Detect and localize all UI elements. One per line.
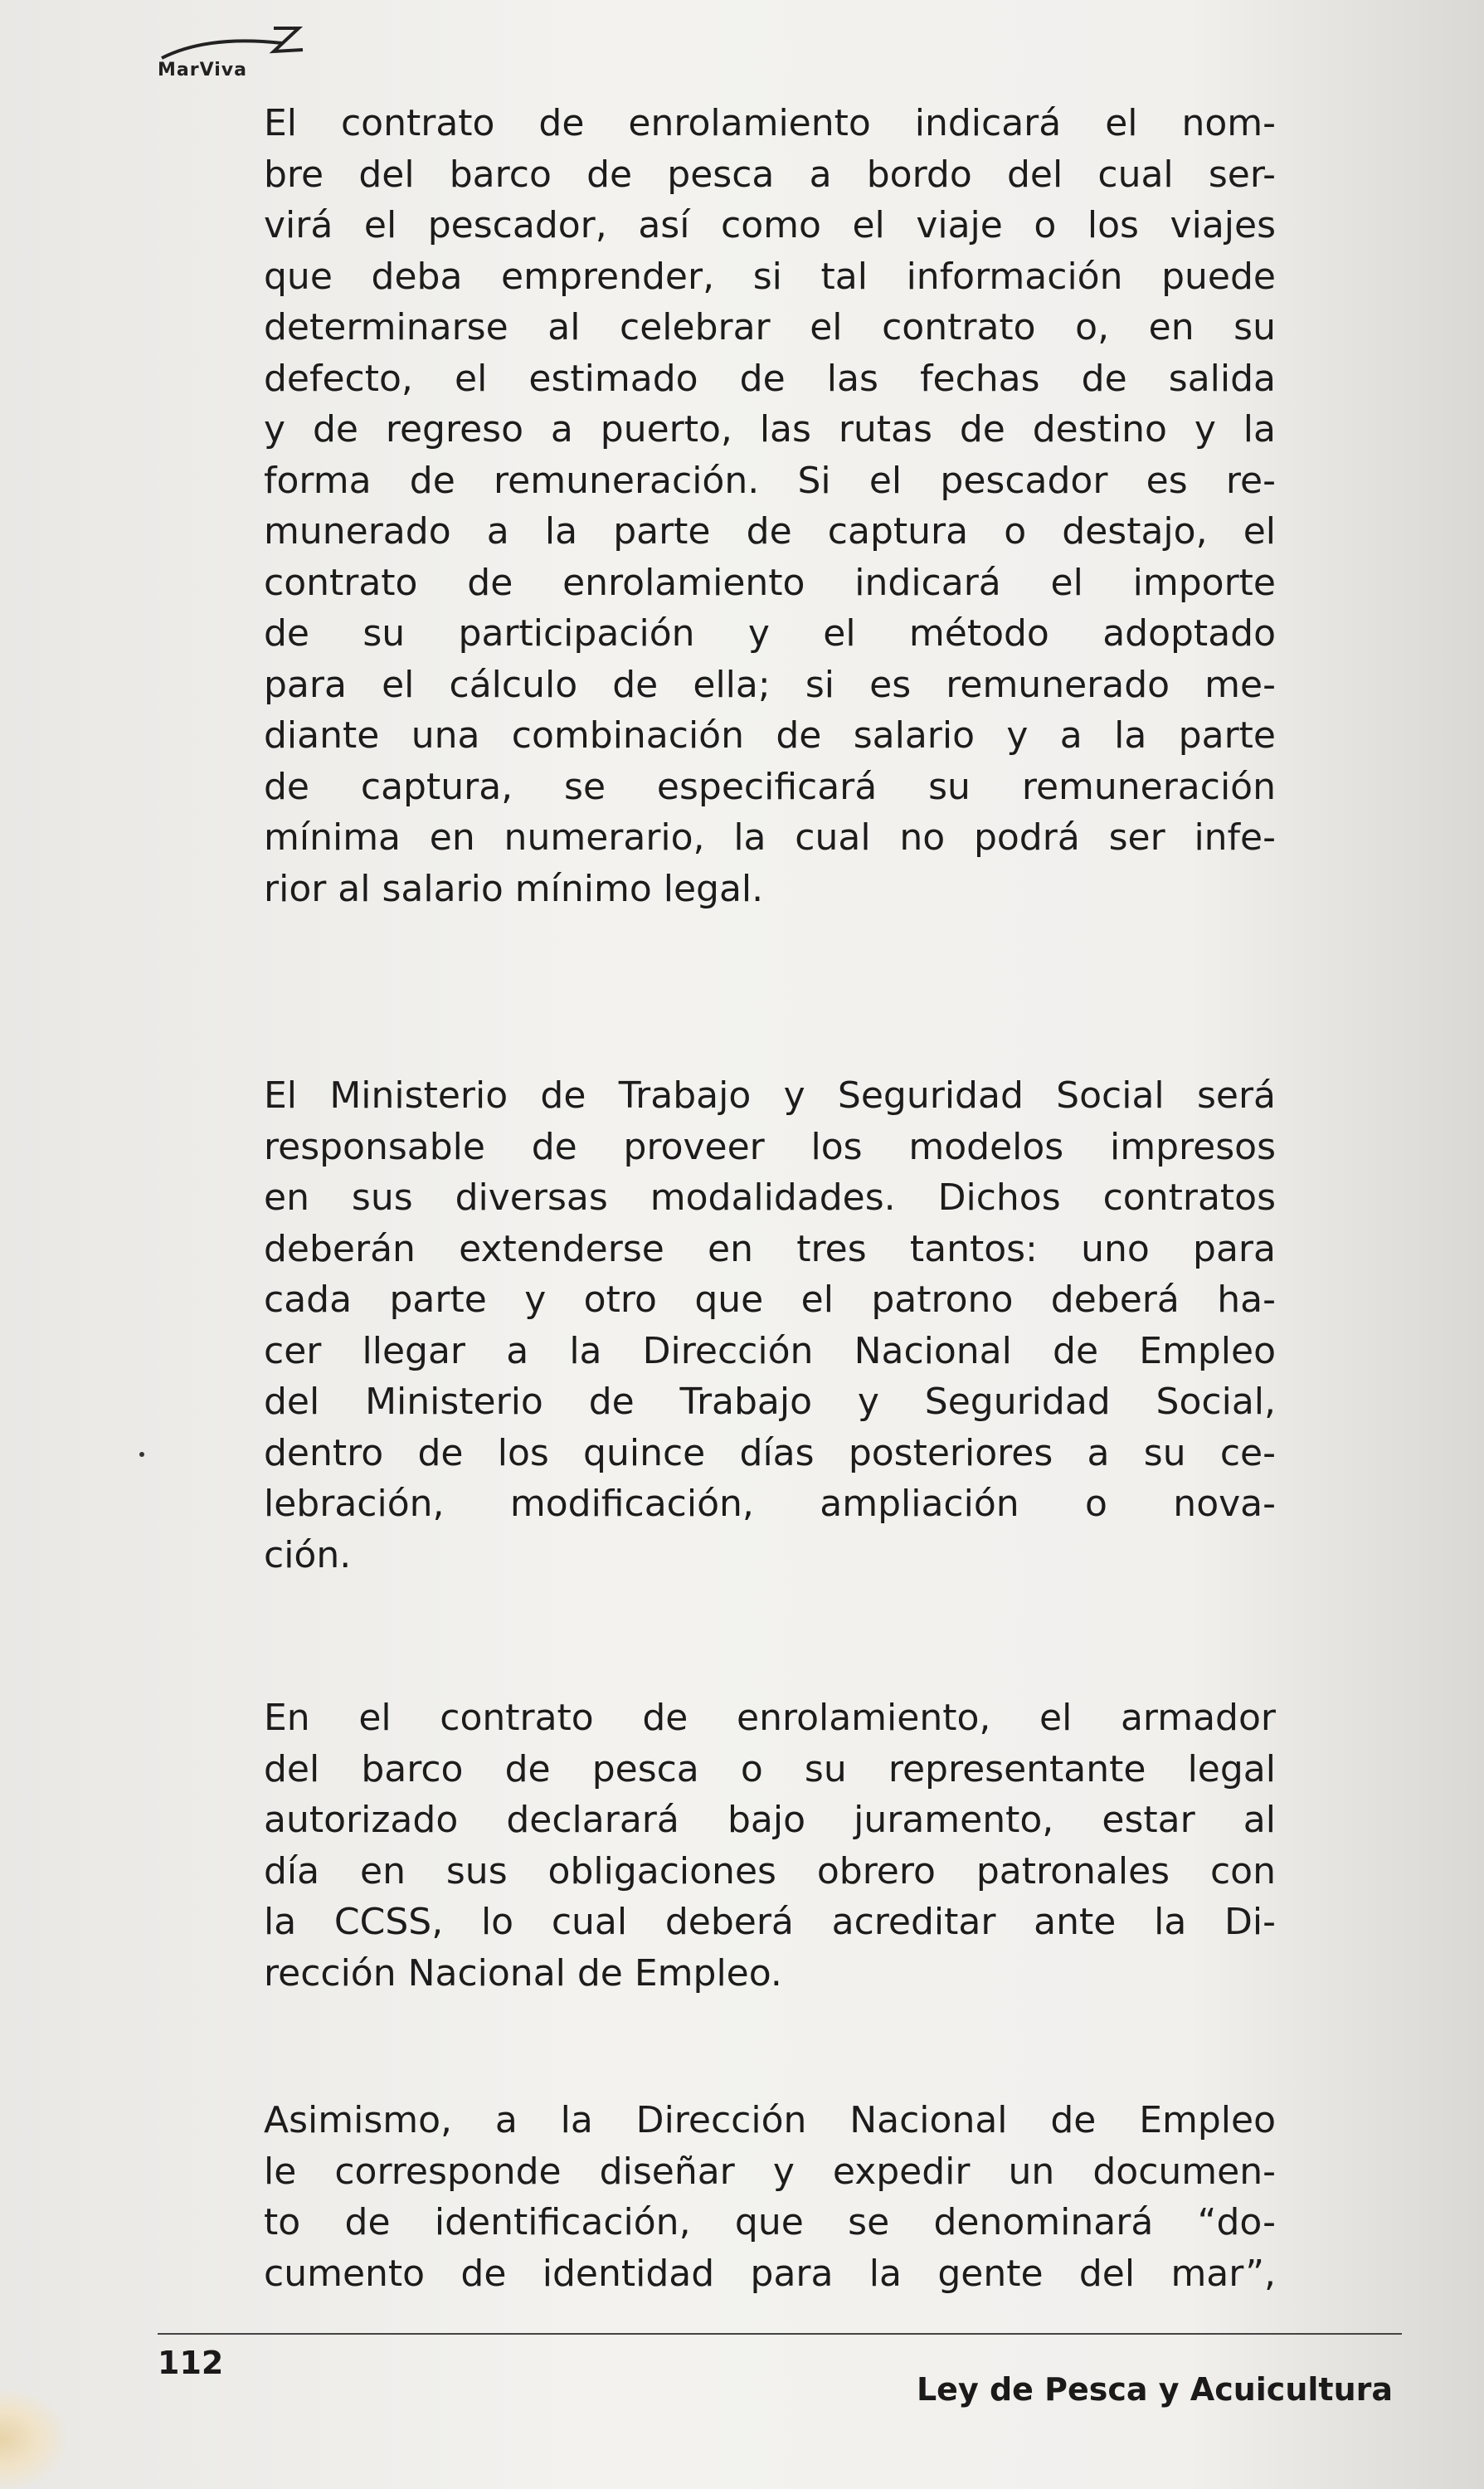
page-corner-stain <box>0 2389 66 2489</box>
page-number: 112 <box>158 2345 224 2381</box>
text-line: rección Nacional de Empleo. <box>264 1951 782 1995</box>
text-line: de captura, se especificará su remuneración <box>264 765 1276 808</box>
stray-mark <box>139 1452 144 1457</box>
text-line: contrato de enrolamiento indicará el importe <box>264 561 1276 604</box>
logo-text: MarViva <box>158 60 247 80</box>
text-line: El Ministerio de Trabajo y Seguridad Social será <box>264 1074 1276 1117</box>
text-line: del barco de pesca o su representante legal <box>264 1747 1276 1790</box>
paragraph-3 <box>264 1693 1276 1999</box>
text-line: responsable de proveer los modelos impresos <box>264 1125 1276 1168</box>
marviva-logo <box>158 18 324 85</box>
text-line: ción. <box>264 1533 352 1576</box>
text-line: y de regreso a puerto, las rutas de destino y la <box>264 408 1276 451</box>
text-line: munerado a la parte de captura o destajo, el <box>264 510 1276 553</box>
text-line: virá el pescador, así como el viaje o los viajes <box>264 204 1276 246</box>
text-line: dentro de los quince días posteriores a su ce- <box>264 1431 1276 1474</box>
text-line: para el cálculo de ella; si es remunerado me- <box>264 663 1276 706</box>
text-line: forma de remuneración. Si el pescador es re- <box>264 459 1276 502</box>
text-line: determinarse al celebrar el contrato o, en su <box>264 306 1276 348</box>
paragraph-1 <box>264 98 1276 914</box>
text-line: Asimismo, a la Dirección Nacional de Empleo <box>264 2099 1276 2141</box>
text-line: to de identificación, que se denominará “do- <box>264 2201 1276 2243</box>
text-line: defecto, el estimado de las fechas de salida <box>264 357 1276 400</box>
text-line: cumento de identidad para la gente del mar”, <box>264 2252 1276 2295</box>
text-line: cada parte y otro que el patrono deberá ha- <box>264 1279 1276 1321</box>
text-line: deberán extenderse en tres tantos: uno para <box>264 1227 1276 1270</box>
paragraph-4 <box>264 2095 1276 2299</box>
text-line: El contrato de enrolamiento indicará el nom- <box>264 102 1276 144</box>
text-line: del Ministerio de Trabajo y Seguridad Social, <box>264 1381 1276 1423</box>
text-line: le corresponde diseñar y expedir un documen- <box>264 2150 1276 2193</box>
text-line: día en sus obligaciones obrero patronales con <box>264 1849 1276 1892</box>
text-line: lebración, modificación, ampliación o nova- <box>264 1483 1276 1525</box>
text-line: en sus diversas modalidades. Dichos contratos <box>264 1176 1276 1219</box>
text-line: autorizado declarará bajo juramento, estar al <box>264 1799 1276 1841</box>
footer-divider <box>158 2333 1402 2335</box>
text-line: cer llegar a la Dirección Nacional de Empleo <box>264 1329 1276 1372</box>
paragraph-2 <box>264 1070 1276 1581</box>
text-line: rior al salario mínimo legal. <box>264 867 764 910</box>
text-line: la CCSS, lo cual deberá acreditar ante la Di- <box>264 1901 1276 1943</box>
text-line: mínima en numerario, la cual no podrá ser infe- <box>264 816 1276 859</box>
text-line: que deba emprender, si tal información puede <box>264 255 1276 298</box>
text-line: En el contrato de enrolamiento, el armador <box>264 1697 1276 1739</box>
text-line: diante una combinación de salario y a la parte <box>264 714 1276 757</box>
text-line: bre del barco de pesca a bordo del cual ser- <box>264 153 1276 196</box>
running-footer-title: Ley de Pesca y Acuicultura <box>916 2371 1393 2408</box>
text-line: de su participación y el método adoptado <box>264 612 1276 655</box>
